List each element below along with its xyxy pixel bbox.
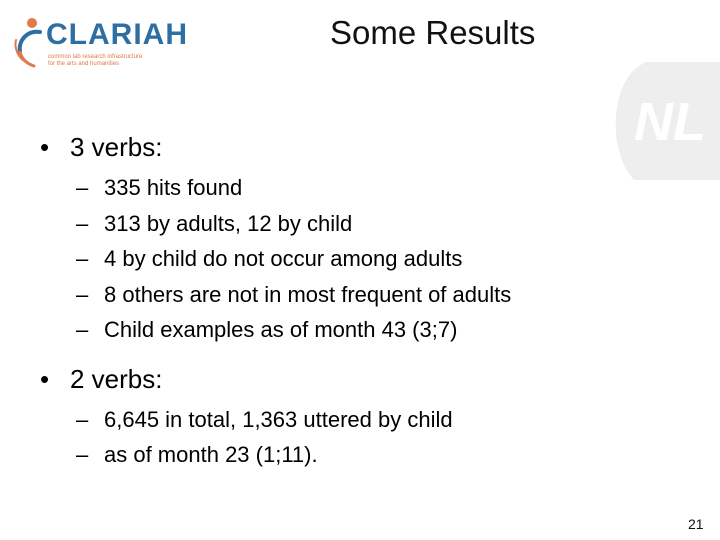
sub-text: 4 by child do not occur among adults — [104, 246, 463, 271]
sub-item — [76, 402, 690, 438]
sub-marker: – — [76, 175, 89, 200]
sub-text: 8 others are not in most frequent of adults — [104, 281, 512, 307]
clariah-logo — [12, 14, 188, 74]
bullet-marker: • — [40, 363, 50, 394]
sub-text: 6,645 in total, 1,363 uttered by child — [104, 406, 453, 432]
sub-item — [76, 170, 690, 206]
sub-text: Child examples as of month 43 (3;7) — [104, 317, 458, 342]
watermark-text: NL — [634, 92, 706, 152]
slide-body — [40, 128, 690, 473]
logo-wordmark: CLARIAH — [46, 18, 188, 51]
logo-tagline-line2: for the arts and humanities — [48, 61, 120, 67]
sub-text: 313 by adults, 12 by child — [104, 210, 353, 236]
sub-marker: – — [76, 246, 89, 271]
logo-tagline-line1: common lab research infrastructure — [48, 54, 143, 60]
sub-marker: – — [76, 406, 89, 432]
person-figure-icon — [12, 14, 48, 68]
bullet-text: 2 verbs: — [70, 363, 163, 394]
sub-marker: – — [76, 442, 89, 467]
sub-marker: – — [76, 210, 89, 236]
page-number: 21 — [688, 516, 704, 532]
bullet-marker: • — [40, 132, 50, 162]
sub-marker: – — [76, 317, 89, 342]
sub-item — [76, 206, 690, 242]
bullet-text: 3 verbs: — [70, 132, 163, 162]
bullet-group-1 — [40, 128, 690, 348]
sub-text: 335 hits found — [104, 175, 243, 200]
slide-title: Some Results — [330, 14, 536, 51]
sub-item — [76, 241, 690, 277]
sub-text: as of month 23 (1;11). — [104, 442, 318, 467]
bullet-item — [40, 128, 690, 166]
sub-item — [76, 437, 690, 473]
sub-list — [40, 170, 690, 348]
sub-marker: – — [76, 281, 89, 307]
sub-item — [76, 312, 690, 348]
sub-item — [76, 277, 690, 313]
bullet-group-2 — [40, 360, 690, 473]
logo-tagline — [48, 54, 168, 68]
sub-list — [40, 402, 690, 473]
bullet-item — [40, 360, 690, 398]
